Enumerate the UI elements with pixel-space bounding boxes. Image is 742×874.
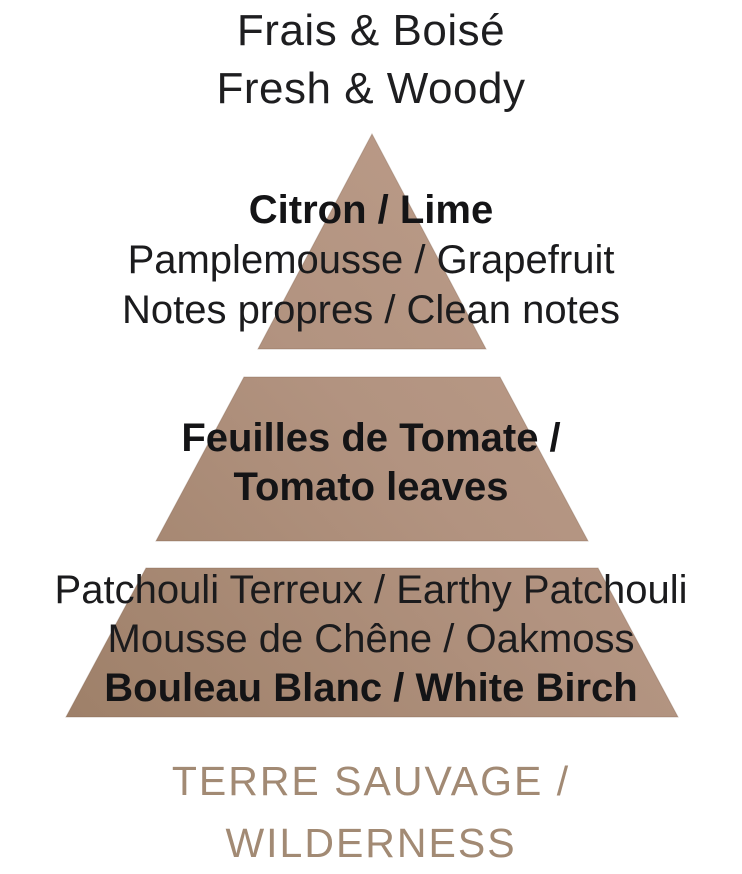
note-line: Pamplemousse / Grapefruit (127, 238, 615, 282)
note-line: Feuilles de Tomate / (181, 416, 561, 460)
product-name-fr: TERRE SAUVAGE / (171, 758, 571, 804)
base-notes-text (0, 566, 742, 713)
note-line: Tomato leaves (233, 465, 509, 509)
note-line: Mousse de Chêne / Oakmoss (107, 617, 635, 661)
fragrance-family-fr: Frais & Boisé (236, 6, 506, 55)
fragrance-family-header (0, 2, 742, 118)
heart-notes-text (0, 414, 742, 512)
note-line: Notes propres / Clean notes (121, 288, 621, 332)
note-line: Citron / Lime (248, 188, 494, 232)
product-name-en: WILDERNESS (225, 820, 517, 866)
fragrance-family-en: Fresh & Woody (216, 64, 526, 113)
product-name (0, 750, 742, 874)
note-line: Bouleau Blanc / White Birch (104, 666, 638, 710)
top-notes-text (0, 185, 742, 335)
note-line: Patchouli Terreux / Earthy Patchouli (54, 568, 688, 612)
